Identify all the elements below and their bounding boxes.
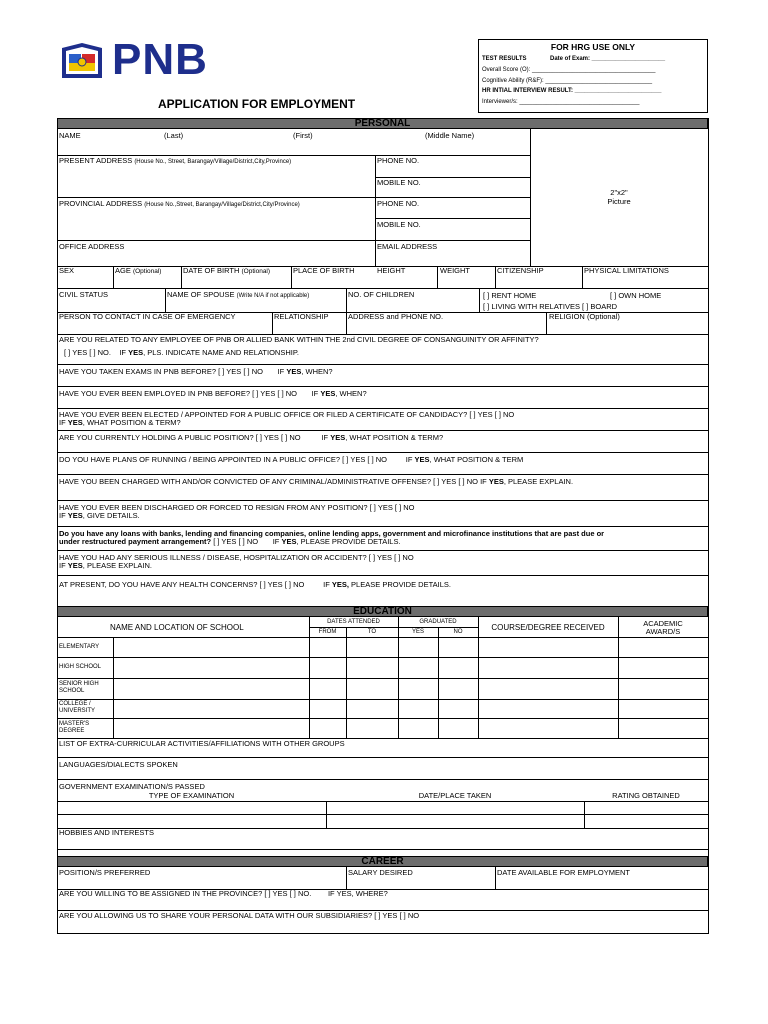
q-elected-appointed-if: IF YES, WHAT POSITION & TERM? [59,418,181,427]
age-label: AGE (Optional) [115,266,162,275]
picture-size: 2"x2" [610,188,628,197]
present-address-label: PRESENT ADDRESS (House No., Street, Barangay/Village/District,City,Province) [59,156,292,165]
level-college: COLLEGE / [59,701,91,707]
level-senior-high-2: SCHOOL [59,688,85,694]
q-health-concerns[interactable]: AT PRESENT, DO YOU HAVE ANY HEALTH CONCERNS? [ ] YES [ ] NO IF YES, PLEASE PROVIDE DETAILS. [59,580,451,589]
spouse-label: NAME OF SPOUSE (Write N/A if not applicable) [167,290,310,299]
address-phone-label: ADDRESS and PHONE NO. [348,312,444,321]
phone-label-2: PHONE NO. [377,199,420,208]
own-home-option[interactable]: [ ] OWN HOME [610,291,662,300]
middle-name-label: (Middle Name) [425,131,475,140]
personal-section-header: PERSONAL [57,118,708,129]
mobile-label-2: MOBILE NO. [377,220,421,229]
civil-status-label: CIVIL STATUS [59,290,109,299]
pob-label: PLACE OF BIRTH [293,266,355,275]
career-section-header: CAREER [57,856,708,867]
school-header: NAME AND LOCATION OF SCHOOL [110,623,244,632]
q-related-employee: ARE YOU RELATED TO ANY EMPLOYEE OF PNB OR ALLIED BANK WITHIN THE 2nd CIVIL DEGREE OF CONSANGUINITY OR AFFINITY? [59,335,539,344]
office-address-label: OFFICE ADDRESS [59,242,125,251]
q-elected-appointed[interactable]: HAVE YOU EVER BEEN ELECTED / APPOINTED FOR A PUBLIC OFFICE OR FILED A CERTIFICATE OF CANDIDACY? [ ] YES [ ] NO [59,410,515,419]
phone-label-1: PHONE NO. [377,156,420,165]
physical-limitations-label: PHYSICAL LIMITATIONS [584,266,669,275]
email-label: EMAIL ADDRESS [377,242,438,251]
level-elementary: ELEMENTARY [59,644,100,650]
hrg-interviewers[interactable]: Interviewer/s: ____________________________________ [482,99,640,105]
salary-label: SALARY DESIRED [348,868,413,877]
present-address-hint: (House No., Street, Barangay/Village/District,City,Province) [134,159,292,165]
position-label: POSITION/S PREFERRED [59,868,151,877]
q-related-employee-options[interactable]: [ ] YES [ ] NO. IF YES, PLS. INDICATE NAME AND RELATIONSHIP. [64,348,299,357]
q-illness[interactable]: HAVE YOU HAD ANY SERIOUS ILLNESS / DISEASE, HOSPITALIZATION OR ACCIDENT? [ ] YES [ ] NO [59,553,414,562]
q-loans-line2[interactable]: under restructured payment arrangement? [ ] YES [ ] NO IF YES, PLEASE PROVIDE DETAILS. [59,537,401,546]
date-available-label: DATE AVAILABLE FOR EMPLOYMENT [497,868,630,877]
grad-yes-header: YES [411,629,424,635]
living-relatives-option[interactable]: [ ] LIVING WITH RELATIVES [ ] BOARD [483,302,618,311]
religion-label: RELIGION (Optional) [549,312,620,321]
languages-label: LANGUAGES/DIALECTS SPOKEN [59,760,178,769]
provincial-address-hint: (House No.,Street, Barangay/Village/District,City/Province) [144,202,300,208]
graduated-header: GRADUATED [419,619,457,625]
q-share-data[interactable]: ARE YOU ALLOWING US TO SHARE YOUR PERSONAL DATA WITH OUR SUBSIDIARIES? [ ] YES [ ] NO [59,911,420,920]
dates-attended-header: DATES ATTENDED [327,619,380,625]
rating-header: RATING OBTAINED [612,791,680,800]
hobbies-label: HOBBIES AND INTERESTS [59,828,155,837]
pnb-logo-icon [58,42,106,80]
type-exam-header: TYPE OF EXAMINATION [148,791,235,800]
from-header: FROM [318,629,337,635]
hrg-hr-interview[interactable]: HR INTIAL INTERVIEW RESULT: __________________________ [482,88,662,94]
level-high-school: HIGH SCHOOL [59,664,102,670]
relationship-label: RELATIONSHIP [274,312,329,321]
last-name-label: (Last) [164,131,184,140]
dob-label: DATE OF BIRTH (Optional) [183,266,271,275]
q-charged-convicted[interactable]: HAVE YOU BEEN CHARGED WITH AND/OR CONVICTED OF ANY CRIMINAL/ADMINISTRATIVE OFFENSE? [ ] YES [ ] NO IF YES, PLEASE EXPLAIN. [59,477,574,486]
name-label: NAME [59,131,81,140]
to-header: TO [367,629,377,635]
mobile-label-1: MOBILE NO. [377,178,421,187]
emergency-contact-label: PERSON TO CONTACT IN CASE OF EMERGENCY [59,312,236,321]
provincial-address-label: PROVINCIAL ADDRESS (House No.,Street, Barangay/Village/District,City/Province) [59,199,300,208]
weight-label: WEIGHT [440,266,470,275]
q-loans: Do you have any loans with banks, lending and financing companies, online lending apps, government and microfinance institutions that are past due or [59,529,605,538]
education-section-header: EDUCATION [57,606,708,617]
citizenship-label: CITIZENSHIP [497,266,544,275]
level-masters: MASTER'S [59,721,90,727]
hrg-date-of-exam[interactable]: Date of Exam: ______________________ [550,56,666,62]
level-senior-high: SENIOR HIGH [59,681,99,687]
hrg-heading: FOR HRG USE ONLY [550,42,636,52]
picture-label: Picture [607,197,631,206]
level-college-2: UNIVERSITY [59,708,96,714]
sex-label: SEX [59,266,75,275]
q-discharged[interactable]: HAVE YOU EVER BEEN DISCHARGED OR FORCED TO RESIGN FROM ANY POSITION? [ ] YES [ ] NO [59,503,415,512]
q-illness-if: IF YES, PLEASE EXPLAIN. [59,561,152,570]
q-plans-running[interactable]: DO YOU HAVE PLANS OF RUNNING / BEING APPOINTED IN A PUBLIC OFFICE? [ ] YES [ ] NO IF YES, WHAT POSITION & TERM [59,455,524,464]
hrg-overall[interactable]: Overall Score (O): _____________________________________ [482,67,656,73]
q-province[interactable]: ARE YOU WILLING TO BE ASSIGNED IN THE PROVINCE? [ ] YES [ ] NO. IF YES, WHERE? [59,889,388,898]
date-place-header: DATE/PLACE TAKEN [418,791,492,800]
q-holding-public[interactable]: ARE YOU CURRENTLY HOLDING A PUBLIC POSITION? [ ] YES [ ] NO IF YES, WHAT POSITION & TERM? [59,433,444,442]
q-taken-exams[interactable]: HAVE YOU TAKEN EXAMS IN PNB BEFORE? [ ] YES [ ] NO IF YES, WHEN? [59,367,333,376]
hrg-cognitive[interactable]: Cognitive Ability (R&F): ________________________________ [482,78,653,84]
extra-curricular-label: LIST OF EXTRA-CURRICULAR ACTIVITIES/AFFILIATIONS WITH OTHER GROUPS [59,739,345,748]
brand-name: PNB [112,35,208,84]
q-employed-before[interactable]: HAVE YOU EVER BEEN EMPLOYED IN PNB BEFORE? [ ] YES [ ] NO IF YES, WHEN? [59,389,367,398]
page-title: APPLICATION FOR EMPLOYMENT [158,97,356,111]
awards-header: AWARD/S [645,627,681,636]
grad-no-header: NO [453,629,463,635]
children-label: NO. OF CHILDREN [348,290,415,299]
level-masters-2: DEGREE [59,728,85,734]
course-header: COURSE/DEGREE RECEIVED [491,623,605,632]
rent-home-option[interactable]: [ ] RENT HOME [483,291,537,300]
gov-exam-label: GOVERNMENT EXAMINATION/S PASSED [59,782,205,791]
height-label: HEIGHT [377,266,406,275]
hrg-test-results: TEST RESULTS [482,56,527,62]
q-discharged-if: IF YES, GIVE DETAILS. [59,511,140,520]
academic-header: ACADEMIC [643,619,683,628]
first-name-label: (First) [293,131,313,140]
